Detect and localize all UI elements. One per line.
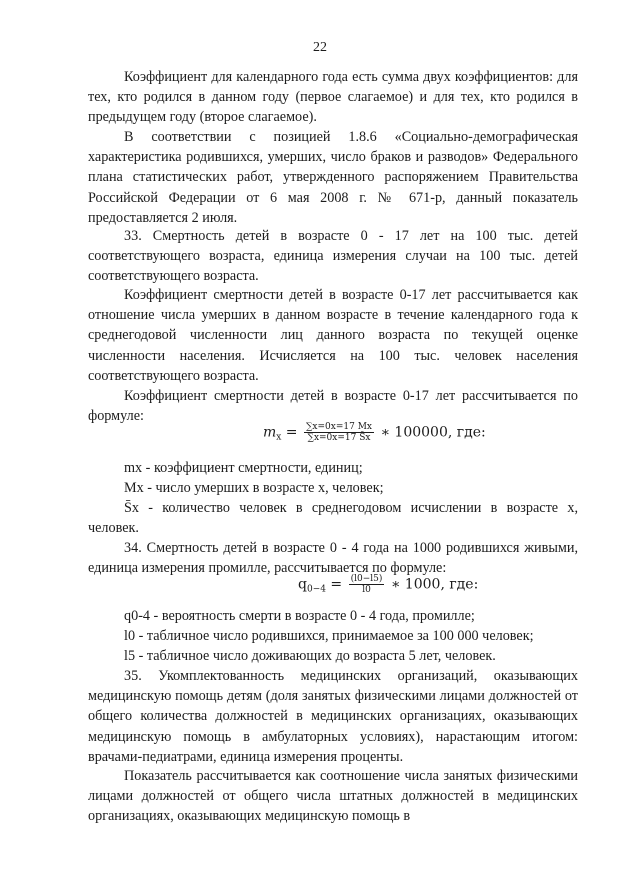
formula-child-mortality: $m_x$ = $\frac{\sum x=0x=17 Mx}{\sum x=0x=17 S̄x}$ ∗ 100000, где: — [263, 422, 486, 443]
definition-l0: l0 - табличное число родившихся, принимаемое за 100 000 человек; — [124, 628, 534, 644]
paragraph-8: Показатель рассчитывается как соотношение числа занятых физическими лицами должностей от общего числа штатных должностей в медицинских организациях, оказывающих медицинскую помощь в — [88, 768, 578, 825]
formula-2-numerator: (l0−l5) — [350, 574, 383, 584]
definition-Sx: S̄x - количество человек в среднегодовом исчислении в возрасте х, человек. — [88, 500, 578, 537]
formula-1-denominator: ∑x=0x=17 S̄x — [307, 433, 371, 443]
formula-1-lhs-sub: x — [276, 432, 282, 443]
definition-l5: l5 - табличное число доживающих до возраста 5 лет, человек. — [124, 648, 496, 664]
formula-2-rhs: ∗ 1000, где: — [390, 576, 479, 593]
paragraph-7: 35. Укомплектованность медицинских организаций, оказывающих медицинскую помощь детям (доля занятых физическими лицами должностей от общего количества должностей в медицинских организациях, оказывающих медицинскую помощь в амбулаторных условиях), нарастающим итогом: врачами-педиатрами, единица измерения проценты. — [88, 668, 578, 765]
page-number: 22 — [313, 40, 327, 55]
formula-2-denominator: l0 — [362, 585, 371, 595]
formula-2-fraction — [349, 574, 385, 595]
formula-1-lhs: m — [263, 424, 277, 441]
formula-1-fraction — [304, 422, 374, 443]
formula-1-rhs: ∗ 100000, где: — [380, 424, 486, 441]
paragraph-2: В соответствии с позицией 1.8.6 «Социально-демографическая характеристика родившихся, умерших, число браков и разводов» Федерального плана статистических работ, утвержденного распоряжением Правительства Российской Федерации от 6 мая 2008 г. № 671-р, данный показатель предоставляется 2 июля. — [88, 129, 578, 226]
paragraph-4: Коэффициент смертности детей в возрасте 0-17 лет рассчитывается как отношение числа умерших в данном возрасте в течение календарного года к среднегодовой численности лиц данного возраста по текущей оценке численности населения. Исчисляется на 100 тыс. человек населения соответствующего возраста. — [88, 287, 578, 384]
formula-under-five-mortality: $q_{0-4}$ = $\frac{(l0-l5)}{l0}$ ∗ 1000, где: — [298, 574, 479, 595]
definition-q0-4: q0-4 - вероятность смерти в возрасте 0 - 4 года, промилле; — [124, 608, 475, 624]
paragraph-5: Коэффициент смертности детей в возрасте 0-17 лет рассчитывается по формуле: — [88, 388, 578, 425]
paragraph-1: Коэффициент для календарного года есть сумма двух коэффициентов: для тех, кто родился в данном году (первое слагаемое) и для тех, кто родился в предыдущем году (второе слагаемое). — [88, 69, 578, 126]
formula-1-numerator: ∑x=0x=17 Mx — [306, 422, 372, 432]
definition-mx: mx - коэффициент смертности, единиц; — [124, 460, 363, 476]
definition-Mx: Mx - число умерших в возрасте x, человек; — [124, 480, 384, 496]
formula-2-lhs: q — [298, 576, 307, 593]
formula-2-lhs-sub: 0−4 — [306, 584, 326, 595]
paragraph-3: 33. Смертность детей в возрасте 0 - 17 лет на 100 тыс. детей соответствующего возраста, единица измерения случаи на 100 тыс. детей соответствующего возраста. — [88, 228, 578, 285]
paragraph-6: 34. Смертность детей в возрасте 0 - 4 года на 1000 родившихся живыми, единица измерения промилле, рассчитывается по формуле: — [88, 540, 578, 577]
